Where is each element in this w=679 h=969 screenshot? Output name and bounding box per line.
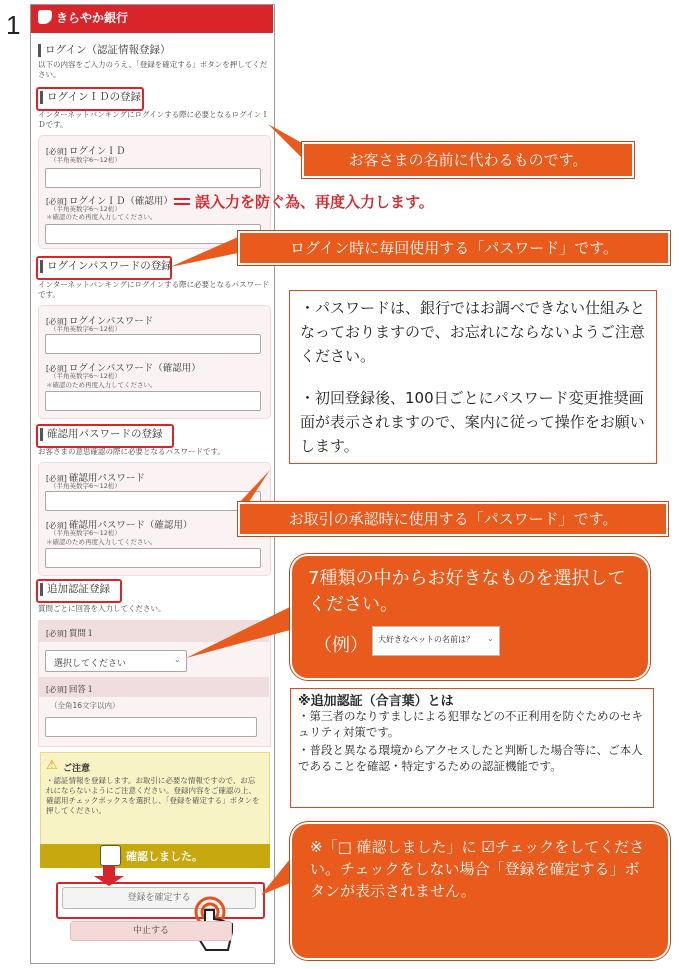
login-id-heading: ログインＩＤの登録 — [40, 91, 141, 104]
confirm-pw-req: [必須] — [46, 474, 67, 483]
callout-2-arrow-line — [174, 198, 190, 200]
extra-auth-heading: 追加認証登録 — [40, 583, 110, 596]
callout-pointer-3 — [170, 237, 238, 267]
login-id-desc: インターネットバンキングにログインする際に必要となるログインＩＤです。 — [38, 110, 269, 129]
submit-button[interactable]: 登録を確定する — [62, 887, 256, 909]
question-select-value: 選択してください — [54, 659, 127, 669]
callout-checkbox-text: ※「□ 確認しました」に ☑チェックをしてください。チェックをしない場合「登録を確定する」ボタンが表示されません。 — [310, 838, 645, 900]
confirm-pw-label-text: 確認用パスワード — [68, 473, 145, 484]
warning-icon: ⚠ — [46, 758, 58, 773]
bank-name: きらやか銀行 — [56, 11, 129, 25]
login-id-confirm-note: ＊確認のため再度入力してください。 — [46, 213, 157, 221]
confirm-pw-hint: （半角英数字6～12桁） — [50, 482, 121, 490]
confirm-pw-confirm-label-text: 確認用パスワード（確認用） — [68, 520, 193, 531]
extra-auth-desc: 質問ごとに回答を入力してください。 — [38, 604, 166, 613]
login-id-confirm-req: [必須] — [46, 197, 67, 206]
password-confirm-req: [必須] — [46, 364, 67, 373]
confirm-pw-desc: お客さまの意思確認の際に必要となるパスワードです。 — [38, 447, 225, 456]
example-select-value: 大好きなペットの名前は？ — [378, 635, 474, 644]
callout-question-text: 7種類の中からお好きなものを選択してください。 — [308, 568, 626, 615]
confirm-checkbox-label: 確認しました。 — [126, 850, 203, 863]
password-desc: インターネットバンキングにログインする際に必要となるパスワードです。 — [38, 280, 270, 299]
login-id-hint: （半角英数字6～12桁） — [50, 156, 121, 164]
password-hint: （半角英数字6～12桁） — [50, 325, 121, 333]
password-req: [必須] — [46, 317, 67, 326]
step-number: 1 — [6, 10, 21, 40]
extra-auth-note-title: ※追加認証（合言葉）とは — [298, 694, 454, 709]
password-confirm-note: ＊確認のため再度入力してください。 — [46, 381, 157, 389]
confirm-pw-confirm-req: [必須] — [46, 521, 67, 530]
password-heading: ログインパスワードの登録 — [40, 260, 172, 273]
login-id-confirm-hint: （半角英数字6～12桁） — [50, 205, 121, 213]
callout-example-label: （例） — [314, 635, 368, 656]
callout-pointer-6 — [186, 607, 290, 658]
question-label-text: 質問１ — [68, 629, 95, 639]
callout-login-password: ログイン時に毎回使用する「パスワード」です。 — [238, 231, 670, 265]
answer-hint: （全角16文字以内） — [50, 701, 120, 710]
confirm-pw-confirm-note: ＊確認のため再度入力してください。 — [46, 538, 157, 546]
login-id-label-text: ログインＩＤ — [68, 146, 126, 157]
login-id-req: [必須] — [46, 147, 67, 156]
chevron-down-icon: ⌄ — [174, 655, 181, 664]
confirm-pw-confirm-hint: （半角英数字6～12桁） — [50, 529, 121, 537]
confirm-pw-heading: 確認用パスワードの登録 — [40, 428, 163, 441]
password-label-text: ログインパスワード — [68, 316, 154, 327]
callout-login-id: お客さまの名前に代わるものです。 — [302, 142, 634, 178]
cancel-button[interactable]: 中止する — [70, 921, 232, 941]
callout-pointer-8 — [261, 859, 290, 895]
callout-2-arrow-line-2 — [174, 203, 190, 205]
example-chevron-down-icon: ⌄ — [487, 634, 494, 643]
password-confirm-hint: （半角英数字6～12桁） — [50, 372, 121, 380]
extra-auth-note-line-2: ・普段と異なる環境からアクセスしたと判断した場合等に、ご本人であることを確認・特定するための認証機能です。 — [298, 743, 643, 773]
callout-pointer-1 — [268, 124, 302, 158]
callout-confirm-password: お取引の承認時に使用する「パスワード」です。 — [238, 502, 668, 536]
notice-title: ご注意 — [63, 764, 91, 774]
callout-reenter: 誤入力を防ぐ為、再度入力します。 — [195, 193, 434, 211]
password-note-line-2: ・初回登録後、100日ごとにパスワード変更推奨画面が表示されますので、案内に従って操作をお願いします。 — [300, 389, 645, 455]
password-confirm-label-text: ログインパスワード（確認用） — [68, 363, 201, 374]
notice-body: ・認証情報を登録します。お取引に必要な情報ですので、お忘れにならないようにご注意ください。登録内容をご確認の上、確認用チェックボックスを選択し、「登録を確定する」ボタンを押してください。 — [46, 776, 260, 815]
answer-label-text: 回答１ — [68, 685, 95, 695]
login-id-confirm-label-text: ログインＩＤ（確認用） — [68, 196, 173, 207]
intro-text: 以下の内容をご入力のうえ、「登録を確定する」ボタンを押してください。 — [38, 60, 268, 79]
page-title: ログイン（認証情報登録） — [38, 44, 170, 57]
password-note-line-1: ・パスワードは、銀行ではお調べできない仕組みとなっておりますので、お忘れにならないようご注意ください。 — [300, 299, 646, 365]
question-req: [必須] — [46, 629, 67, 638]
extra-auth-note-line-1: ・第三者のなりすましによる犯罪などの不正利用を防ぐためのセキュリティ対策です。 — [298, 709, 643, 739]
answer-req: [必須] — [46, 685, 67, 694]
